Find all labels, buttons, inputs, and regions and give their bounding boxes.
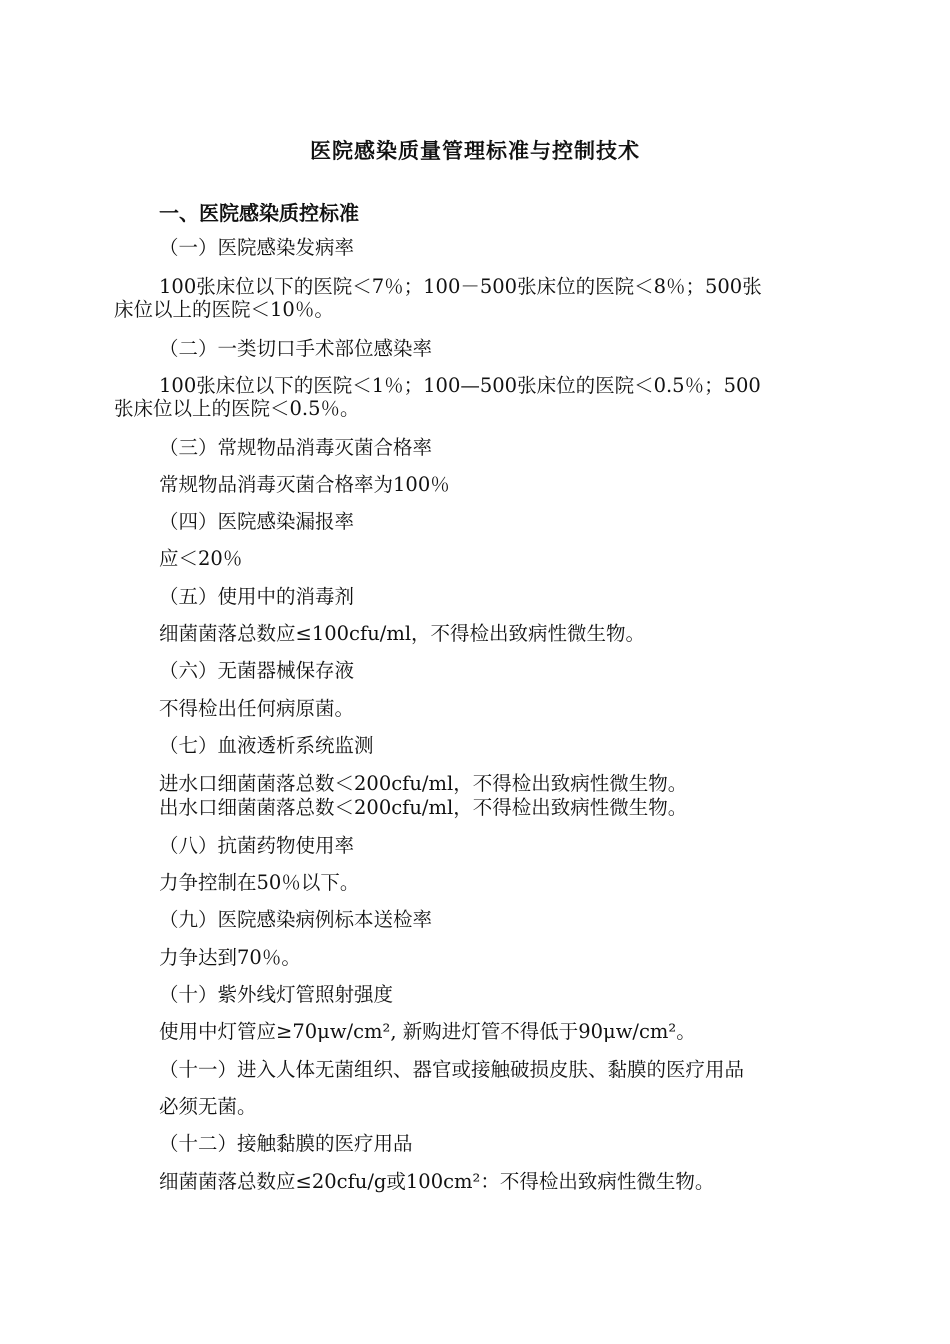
subsection-heading: （九）医院感染病例标本送检率 xyxy=(159,908,433,931)
subsection-heading: （六）无菌器械保存液 xyxy=(159,659,355,682)
paragraph-line: 力争达到70％。 xyxy=(159,946,301,969)
paragraph-line: 床位以上的医院＜10％。 xyxy=(114,298,334,321)
paragraph-line: 细菌菌落总数应≤100cfu/ml，不得检出致病性微生物。 xyxy=(159,622,646,645)
paragraph-line: 细菌菌落总数应≤20cfu/g或100cm²：不得检出致病性微生物。 xyxy=(159,1170,715,1193)
subsection-heading: （二）一类切口手术部位感染率 xyxy=(159,337,433,360)
paragraph-line: 进水口细菌菌落总数＜200cfu/ml，不得检出致病性微生物。 xyxy=(159,772,688,795)
subsection-heading: （八）抗菌药物使用率 xyxy=(159,834,355,857)
subsection-heading: （十二）接触黏膜的医疗用品 xyxy=(159,1132,413,1155)
paragraph-line: 必须无菌。 xyxy=(159,1095,257,1118)
subsection-heading: （四）医院感染漏报率 xyxy=(159,510,355,533)
subsection-heading: （十）紫外线灯管照射强度 xyxy=(159,983,394,1006)
paragraph-line: 100张床位以下的医院＜1％；100—500张床位的医院＜0.5％；500 xyxy=(159,374,761,397)
paragraph-line: 应＜20％ xyxy=(159,547,243,570)
subsection-heading: （三）常规物品消毒灭菌合格率 xyxy=(159,436,433,459)
paragraph-line: 使用中灯管应≥70μw/cm², 新购进灯管不得低于90μw/cm²。 xyxy=(159,1020,696,1043)
paragraph-line: 常规物品消毒灭菌合格率为100％ xyxy=(159,473,450,496)
paragraph-line: 出水口细菌菌落总数＜200cfu/ml，不得检出致病性微生物。 xyxy=(159,796,688,819)
subsection-heading: （十一）进入人体无菌组织、器官或接触破损皮肤、黏膜的医疗用品 xyxy=(159,1058,745,1081)
subsection-heading: （七）血液透析系统监测 xyxy=(159,734,374,757)
subsection-heading: （一）医院感染发病率 xyxy=(159,236,355,259)
subsection-heading: （五）使用中的消毒剂 xyxy=(159,585,355,608)
document-title: 医院感染质量管理标准与控制技术 xyxy=(310,138,640,163)
paragraph-line: 100张床位以下的医院＜7％；100－500张床位的医院＜8％；500张 xyxy=(159,275,762,298)
paragraph-line: 张床位以上的医院＜0.5％。 xyxy=(114,397,360,420)
section-heading: 一、医院感染质控标准 xyxy=(159,201,359,225)
paragraph-line: 不得检出任何病原菌。 xyxy=(159,697,355,720)
paragraph-line: 力争控制在50％以下。 xyxy=(159,871,360,894)
